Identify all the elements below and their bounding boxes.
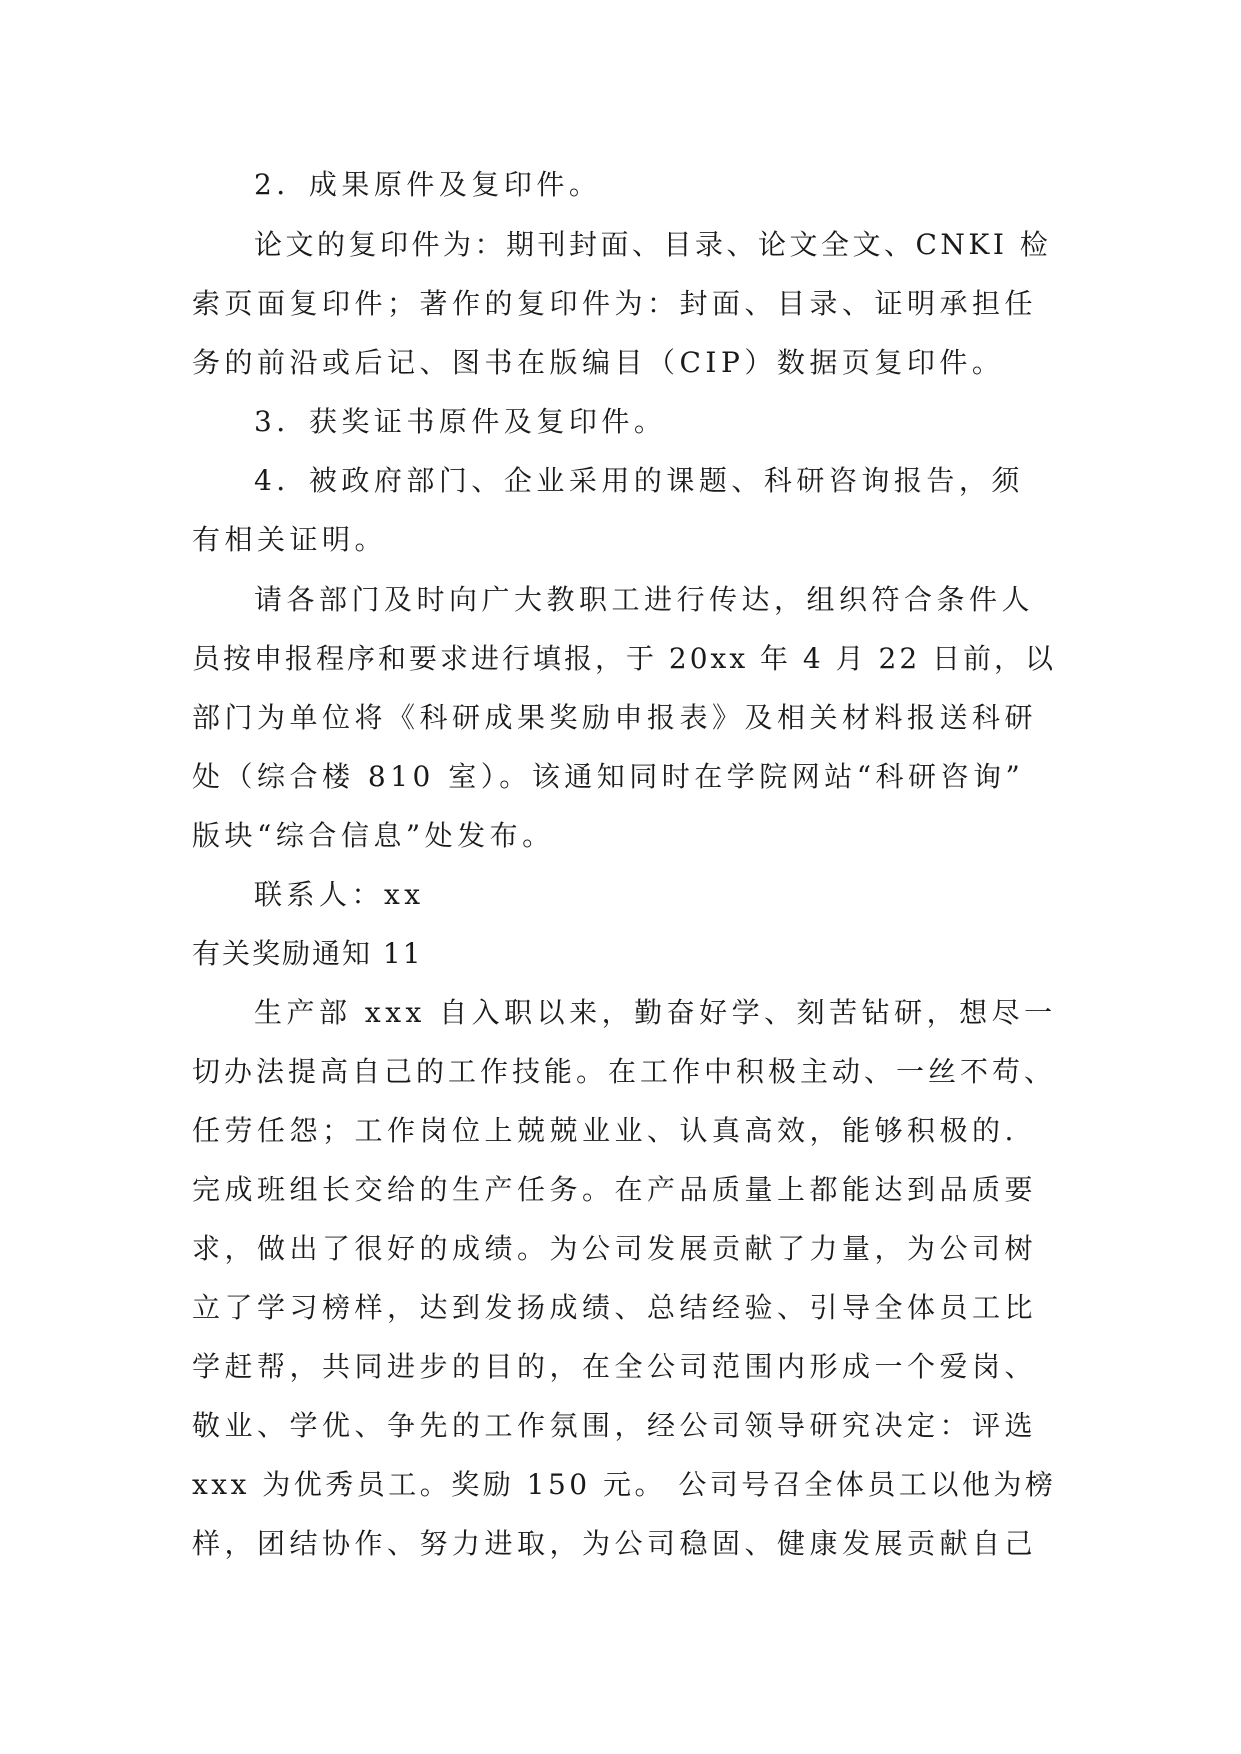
paragraph-line: 版块“综合信息”处发布。 [192, 819, 555, 852]
list-item-3: 3．获奖证书原件及复印件。 [254, 405, 667, 438]
paragraph-line: 务的前沿或后记、图书在版编目（CIP）数据页复印件。 [192, 346, 1005, 379]
paragraph-line: 有相关证明。 [192, 523, 388, 556]
list-item-4: 4．被政府部门、企业采用的课题、科研咨询报告，须 [254, 464, 1024, 497]
paragraph-line: 学赶帮，共同进步的目的，在全公司范围内形成一个爱岗、 [192, 1350, 1038, 1383]
paragraph-line: 完成班组长交给的生产任务。在产品质量上都能达到品质要 [192, 1173, 1038, 1206]
paragraph-line: 求，做出了很好的成绩。为公司发展贡献了力量，为公司树 [192, 1232, 1038, 1265]
paragraph-line: 论文的复印件为：期刊封面、目录、论文全文、CNKI 检 [254, 228, 1052, 261]
paragraph-line: xxx 为优秀员工。奖励 150 元。 公司号召全体员工以他为榜 [192, 1468, 1057, 1501]
paragraph-line: 样，团结协作、努力进取，为公司稳固、健康发展贡献自己 [192, 1527, 1038, 1560]
contact-line: 联系人：xx [254, 878, 425, 911]
paragraph-line: 请各部门及时向广大教职工进行传达，组织符合条件人 [254, 583, 1035, 616]
paragraph-line: 任劳任怨；工作岗位上兢兢业业、认真高效，能够积极的. [192, 1114, 1018, 1147]
paragraph-line: 处（综合楼 810 室）。该通知同时在学院网站“科研咨询” [192, 760, 1025, 793]
list-item-2: 2．成果原件及复印件。 [254, 168, 602, 201]
paragraph-line: 切办法提高自己的工作技能。在工作中积极主动、一丝不苟、 [192, 1055, 1057, 1088]
paragraph-line: 部门为单位将《科研成果奖励申报表》及相关材料报送科研 [192, 701, 1038, 734]
paragraph-line: 敬业、学优、争先的工作氛围，经公司领导研究决定：评选 [192, 1409, 1038, 1442]
paragraph-line: 索页面复印件；著作的复印件为：封面、目录、证明承担任 [192, 287, 1038, 320]
section-heading: 有关奖励通知 11 [192, 937, 423, 970]
paragraph-line: 生产部 xxx 自入职以来，勤奋好学、刻苦钻研，想尽一 [254, 996, 1057, 1029]
paragraph-line: 员按申报程序和要求进行填报，于 20xx 年 4 月 22 日前，以 [192, 642, 1057, 675]
paragraph-line: 立了学习榜样，达到发扬成绩、总结经验、引导全体员工比 [192, 1291, 1038, 1324]
